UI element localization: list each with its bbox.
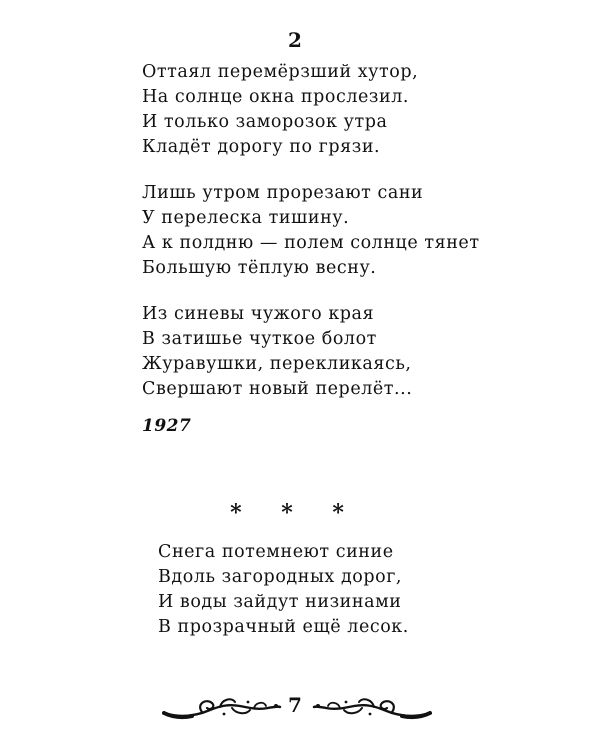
- poem-line: На солнце окна прослезил.: [142, 87, 409, 107]
- poem-line: А к полдню — полем солнце тянет: [142, 233, 480, 253]
- flourish-ornament-icon: [312, 694, 432, 720]
- poem-line: У перелеска тишину.: [142, 208, 350, 228]
- poem-line: В прозрачный ещё лесок.: [158, 617, 409, 637]
- poem-line: Большую тёплую весну.: [142, 258, 377, 278]
- poem-line: Вдоль загородных дорог,: [158, 567, 403, 587]
- poem-line: Свершают новый перелёт...: [142, 379, 413, 399]
- next-poem-stanza: [158, 540, 409, 640]
- poem-line: Снега потемнеют синие: [158, 542, 394, 562]
- flourish-ornament-icon: [162, 694, 282, 720]
- poem-line: В затишье чуткое болот: [142, 329, 377, 349]
- poem-line: Кладёт дорогу по грязи.: [142, 137, 381, 157]
- asterism-separator: * * *: [230, 500, 360, 526]
- page-number: 7: [288, 693, 302, 717]
- poem-date: 1927: [142, 416, 192, 436]
- poem-line: И только заморозок утра: [142, 112, 388, 132]
- stanza-1: [142, 60, 418, 160]
- section-number: 2: [288, 28, 302, 52]
- poem-line: Оттаял перемёрзший хутор,: [142, 62, 419, 82]
- stanza-3: [142, 302, 412, 402]
- poem-line: Из синевы чужого края: [142, 304, 375, 324]
- poem-line: Журавушки, перекликаясь,: [142, 354, 412, 374]
- poem-line: И воды зайдут низинами: [158, 592, 402, 612]
- page-footer: [0, 690, 600, 724]
- stanza-2: [142, 181, 480, 281]
- poem-line: Лишь утром прорезают сани: [142, 183, 424, 203]
